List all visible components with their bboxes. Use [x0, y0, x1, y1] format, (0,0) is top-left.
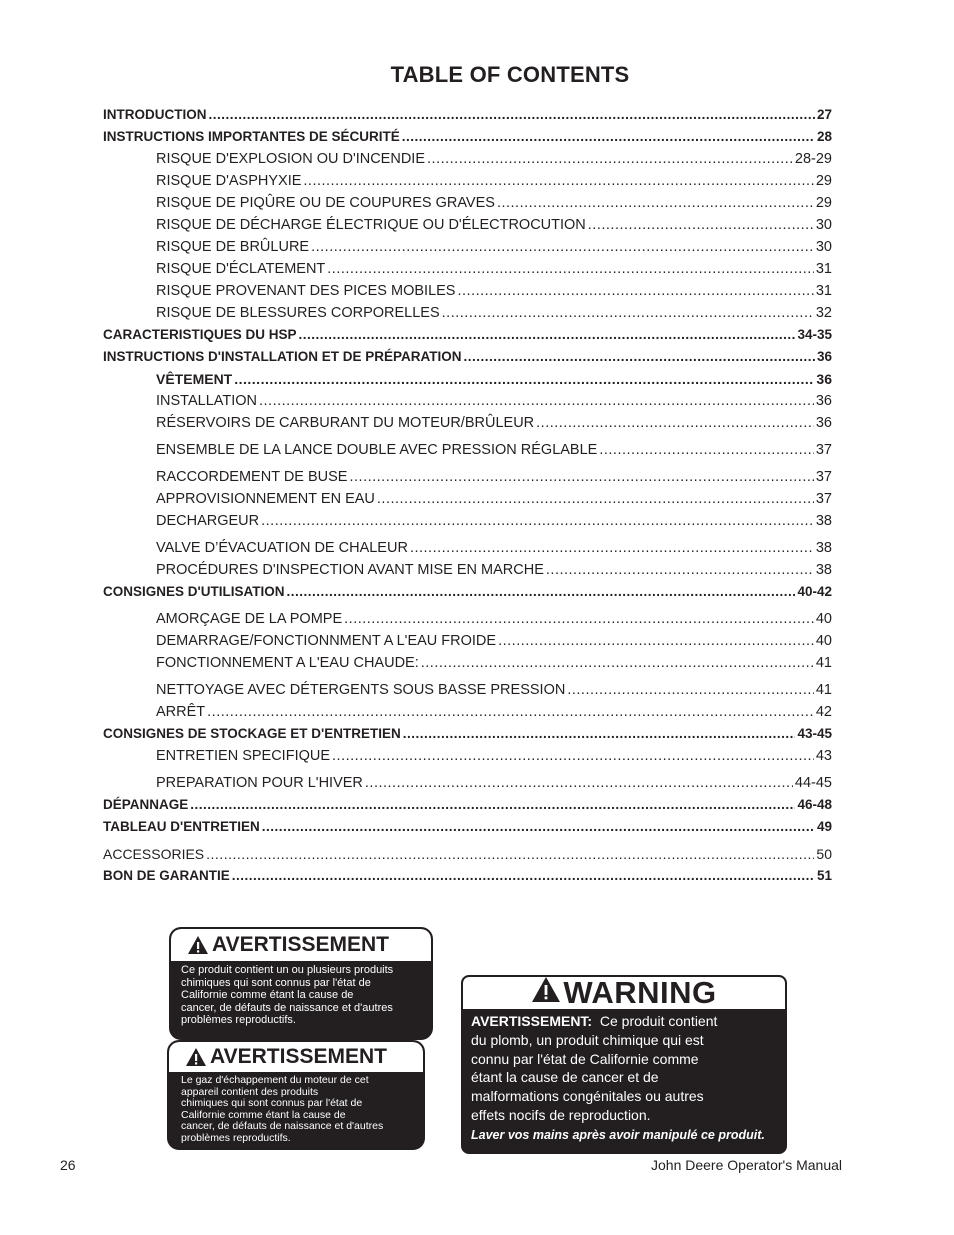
- toc-leader-dots: [442, 302, 814, 324]
- manual-title: John Deere Operator's Manual: [651, 1157, 842, 1173]
- page-number: 26: [60, 1157, 76, 1173]
- toc-label: RISQUE D'ASPHYXIE: [156, 173, 302, 189]
- warning-line: malformations congénitales ou autres: [471, 1088, 704, 1105]
- toc-leader-dots: [463, 346, 815, 368]
- toc-label: RISQUE DE PIQÛRE OU DE COUPURES GRAVES: [156, 195, 495, 211]
- toc-leader-dots: [303, 170, 813, 192]
- label-heading: [169, 1042, 423, 1072]
- toc-leader-dots: [234, 368, 814, 390]
- warning-line: étant la cause de cancer et de: [471, 1069, 659, 1086]
- toc-label: INTRODUCTION: [103, 107, 207, 122]
- toc-leader-dots: [410, 537, 814, 559]
- toc-leader-dots: [207, 701, 814, 723]
- toc-page-number: 42: [815, 704, 832, 720]
- toc-label: FONCTIONNEMENT A L'EAU CHAUDE:: [156, 655, 419, 671]
- toc-leader-dots: [427, 148, 793, 170]
- toc-row: [103, 488, 832, 510]
- toc-label: VALVE D’ÉVACUATION DE CHALEUR: [156, 540, 408, 556]
- toc-leader-dots: [206, 843, 814, 865]
- toc-row: [103, 843, 832, 865]
- toc-row: [103, 652, 832, 674]
- toc-label: RISQUE D'ÉCLATEMENT: [156, 261, 326, 277]
- toc-label: CONSIGNES D'UTILISATION: [103, 584, 285, 599]
- toc-row: [103, 148, 832, 170]
- toc-label: RISQUE PROVENANT DES PICES MOBILES: [156, 283, 456, 299]
- toc-page-number: 34-35: [797, 327, 832, 342]
- avertissement-label-1: [169, 927, 433, 1040]
- toc-label: ACCESSORIES: [103, 846, 205, 862]
- toc-row: [103, 701, 832, 723]
- toc-row: [103, 608, 832, 630]
- toc-row: [103, 723, 832, 745]
- toc-row: [103, 280, 832, 302]
- toc-label: PROCÉDURES D'INSPECTION AVANT MISE EN MARCHE: [156, 562, 544, 578]
- label-line: cancer, de défauts de naissance et d'autres: [181, 1001, 393, 1014]
- label-line: Californie comme étant la cause de: [181, 989, 354, 1002]
- warning-footer: Laver vos mains après avoir manipulé ce produit.: [471, 1127, 765, 1142]
- toc-label: APPROVISIONNEMENT EN EAU: [156, 491, 375, 507]
- label-line: chimiques qui sont connus par l'état de: [181, 1097, 363, 1110]
- toc-leader-dots: [311, 236, 814, 258]
- toc-leader-dots: [190, 794, 795, 816]
- warning-heading: [463, 977, 785, 1009]
- toc-row: [103, 510, 832, 532]
- toc-label: BON DE GARANTIE: [103, 868, 230, 883]
- toc-label: DECHARGEUR: [156, 513, 260, 529]
- warning-line: connu par l'état de Californie comme: [471, 1050, 699, 1067]
- toc-page-number: 36: [815, 415, 832, 431]
- toc-row: [103, 236, 832, 258]
- table-of-contents: [103, 104, 832, 887]
- toc-page-number: 29: [815, 195, 832, 211]
- toc-page-number: 31: [815, 283, 832, 299]
- toc-leader-dots: [286, 581, 795, 603]
- toc-page-number: 31: [815, 261, 832, 277]
- toc-label: DEMARRAGE/FONCTIONNMENT A L'EAU FROIDE: [156, 633, 497, 649]
- toc-label: DÉPANNAGE: [103, 797, 189, 812]
- toc-page-number: 40: [815, 633, 832, 649]
- toc-leader-dots: [377, 488, 814, 510]
- label-heading-text: AVERTISSEMENT: [210, 1045, 387, 1068]
- toc-row: [103, 439, 832, 461]
- toc-label: VÊTEMENT: [156, 371, 233, 387]
- warning-label: [461, 975, 787, 1154]
- toc-label: PREPARATION POUR L'HIVER: [156, 775, 363, 791]
- toc-page-number: 28-29: [794, 151, 832, 167]
- toc-row: [103, 679, 832, 701]
- toc-row: [103, 170, 832, 192]
- warning-line: Ce produit contient: [599, 1013, 718, 1029]
- toc-label: RÉSERVOIRS DE CARBURANT DU MOTEUR/BRÛLEUR: [156, 415, 535, 431]
- toc-row: [103, 412, 832, 434]
- toc-leader-dots: [498, 630, 814, 652]
- avertissement-label-2: [167, 1040, 425, 1150]
- toc-leader-dots: [536, 412, 814, 434]
- toc-leader-dots: [365, 772, 793, 794]
- toc-label: NETTOYAGE AVEC DÉTERGENTS SOUS BASSE PRESSION: [156, 682, 566, 698]
- warning-triangle-icon: [531, 975, 561, 1011]
- toc-page-number: 29: [815, 173, 832, 189]
- toc-row: [103, 537, 832, 559]
- label-body: [169, 1072, 423, 1145]
- toc-row: [103, 192, 832, 214]
- label-line: Le gaz d'échappement du moteur de cet: [181, 1074, 369, 1086]
- toc-leader-dots: [403, 723, 796, 745]
- toc-page-number: 40: [815, 611, 832, 627]
- toc-page-number: 50: [816, 846, 832, 862]
- toc-page-number: 43-45: [797, 726, 832, 741]
- toc-label: CONSIGNES DE STOCKAGE ET D'ENTRETIEN: [103, 726, 401, 741]
- toc-page-number: 38: [815, 540, 832, 556]
- toc-label: INSTALLATION: [156, 393, 257, 409]
- toc-page-number: 37: [815, 469, 832, 485]
- label-line: problèmes reproductifs.: [181, 1014, 296, 1027]
- toc-leader-dots: [344, 608, 814, 630]
- toc-row: [103, 302, 832, 324]
- toc-page-number: 36: [816, 371, 832, 387]
- toc-label: RISQUE DE DÉCHARGE ÉLECTRIQUE OU D'ÉLECTROCUTION: [156, 217, 586, 233]
- label-line: appareil contient des produits: [181, 1085, 319, 1098]
- toc-leader-dots: [567, 679, 814, 701]
- label-body: [171, 961, 431, 1027]
- toc-page-number: 27: [816, 107, 832, 122]
- warning-lead: AVERTISSEMENT:: [471, 1013, 593, 1029]
- label-heading: [171, 929, 431, 961]
- warning-line: effets nocifs de reproduction.: [471, 1106, 651, 1123]
- toc-label: AMORÇAGE DE LA POMPE: [156, 611, 343, 627]
- toc-page-number: 37: [815, 491, 832, 507]
- toc-leader-dots: [497, 192, 814, 214]
- toc-row: [103, 324, 832, 346]
- toc-row: [103, 745, 832, 767]
- toc-leader-dots: [232, 865, 815, 887]
- label-line: chimiques qui sont connus par l'état de: [181, 976, 371, 989]
- toc-row: [103, 816, 832, 838]
- toc-row: [103, 346, 832, 368]
- toc-leader-dots: [209, 104, 815, 126]
- toc-leader-dots: [588, 214, 814, 236]
- toc-label: TABLEAU D'ENTRETIEN: [103, 819, 260, 834]
- toc-page-number: 43: [815, 748, 832, 764]
- toc-row: [103, 126, 832, 148]
- warning-triangle-icon: [187, 935, 209, 955]
- toc-leader-dots: [349, 466, 813, 488]
- toc-row: [103, 772, 832, 794]
- toc-label: RISQUE D'EXPLOSION OU D'INCENDIE: [156, 151, 426, 167]
- toc-page-number: 41: [815, 655, 832, 671]
- toc-label: ARRÊT: [156, 704, 206, 720]
- warning-line: du plomb, un produit chimique qui est: [471, 1031, 704, 1048]
- toc-leader-dots: [332, 745, 814, 767]
- toc-row: [103, 630, 832, 652]
- label-line: cancer, de défauts de naissance et d'autres: [181, 1120, 384, 1133]
- toc-label: ENSEMBLE DE LA LANCE DOUBLE AVEC PRESSION RÉGLABLE: [156, 442, 598, 458]
- toc-page-number: 30: [815, 217, 832, 233]
- toc-row: [103, 865, 832, 887]
- toc-row: [103, 258, 832, 280]
- toc-row: [103, 214, 832, 236]
- toc-leader-dots: [402, 126, 815, 148]
- toc-page-number: 49: [816, 819, 832, 834]
- warning-heading-text: WARNING: [563, 975, 717, 1010]
- toc-row: [103, 368, 832, 390]
- toc-page-number: 28: [816, 129, 832, 144]
- toc-page-number: 44-45: [794, 775, 832, 791]
- label-line: problèmes reproductifs.: [181, 1131, 291, 1144]
- toc-page-number: 32: [815, 305, 832, 321]
- toc-label: RACCORDEMENT DE BUSE: [156, 469, 348, 485]
- toc-page-number: 36: [816, 349, 832, 364]
- toc-page-number: 38: [815, 562, 832, 578]
- page-title: TABLE OF CONTENTS: [390, 62, 630, 87]
- toc-label: RISQUE DE BLESSURES CORPORELLES: [156, 305, 440, 321]
- toc-leader-dots: [546, 559, 814, 581]
- toc-page-number: 38: [815, 513, 832, 529]
- label-line: Californie comme étant la cause de: [181, 1108, 346, 1121]
- warning-triangle-icon: [185, 1047, 207, 1067]
- toc-label: INSTRUCTIONS IMPORTANTES DE SÉCURITÉ: [103, 129, 400, 144]
- label-heading-text: AVERTISSEMENT: [212, 933, 389, 956]
- toc-page-number: 46-48: [797, 797, 832, 812]
- toc-leader-dots: [262, 816, 815, 838]
- toc-leader-dots: [599, 439, 814, 461]
- label-line: Ce produit contient un ou plusieurs produits: [181, 964, 394, 976]
- toc-page-number: 36: [815, 393, 832, 409]
- toc-row: [103, 390, 832, 412]
- warning-body: [463, 1009, 785, 1145]
- toc-row: [103, 104, 832, 126]
- toc-leader-dots: [421, 652, 814, 674]
- toc-label: ENTRETIEN SPECIFIQUE: [156, 748, 331, 764]
- toc-row: [103, 466, 832, 488]
- toc-leader-dots: [457, 280, 813, 302]
- toc-leader-dots: [327, 258, 814, 280]
- toc-leader-dots: [261, 510, 814, 532]
- toc-row: [103, 581, 832, 603]
- toc-page-number: 41: [815, 682, 832, 698]
- toc-leader-dots: [259, 390, 814, 412]
- toc-row: [103, 559, 832, 581]
- toc-page-number: 30: [815, 239, 832, 255]
- toc-row: [103, 794, 832, 816]
- toc-leader-dots: [299, 324, 796, 346]
- toc-label: CARACTERISTIQUES DU HSP: [103, 327, 297, 342]
- toc-page-number: 40-42: [797, 584, 832, 599]
- toc-label: RISQUE DE BRÛLURE: [156, 239, 310, 255]
- toc-page-number: 51: [816, 868, 832, 883]
- toc-label: INSTRUCTIONS D'INSTALLATION ET DE PRÉPARATION: [103, 349, 462, 364]
- toc-page-number: 37: [815, 442, 832, 458]
